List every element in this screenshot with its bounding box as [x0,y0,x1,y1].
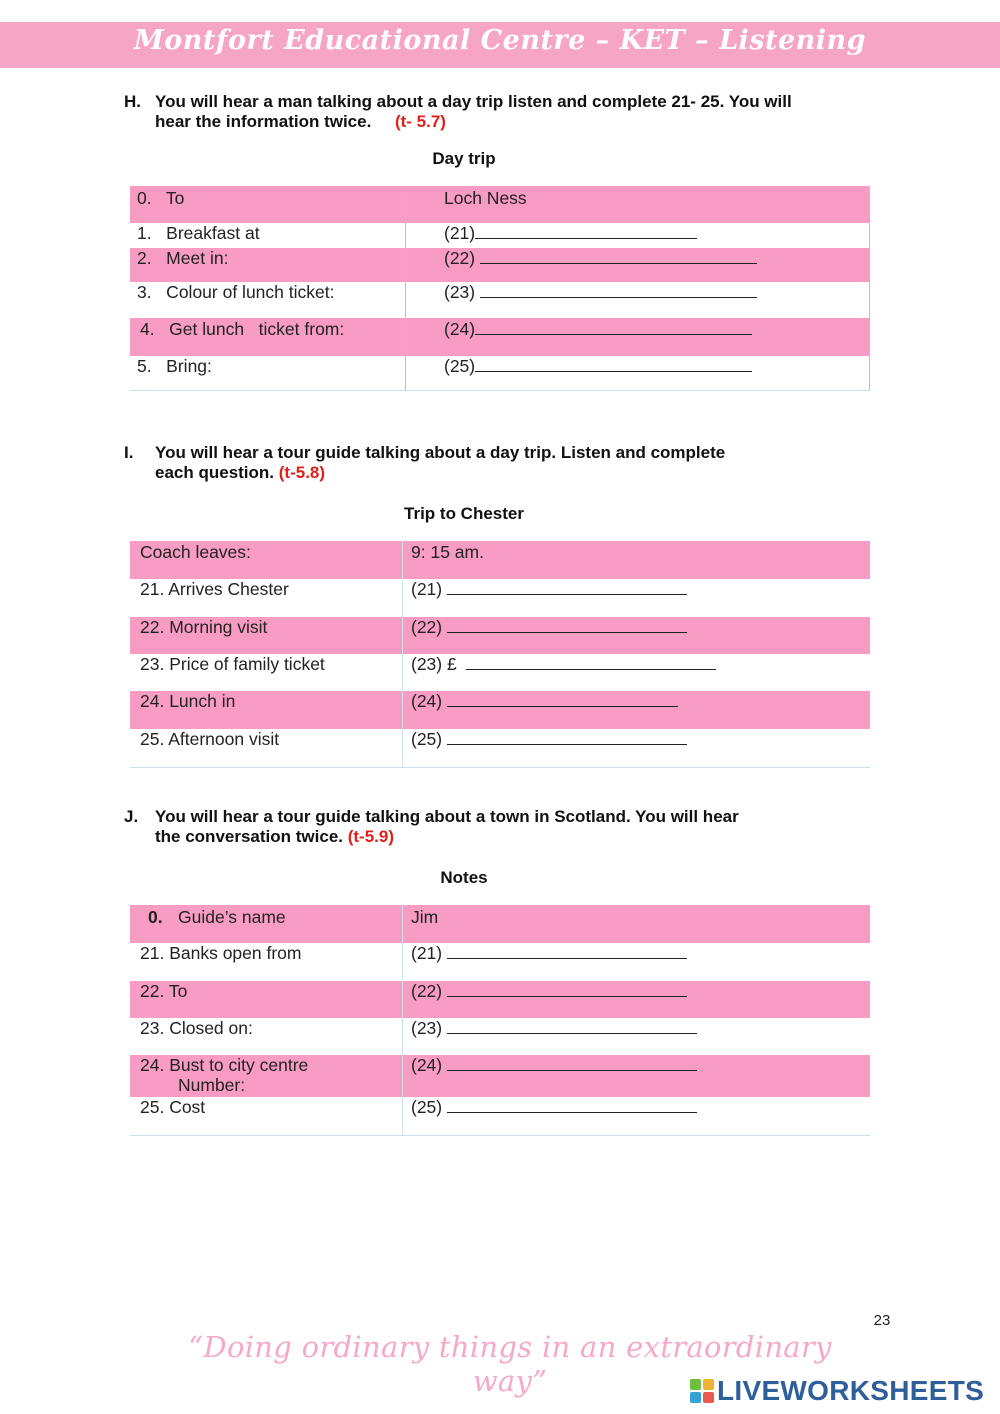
table-row [130,248,870,282]
row-number: 0. [148,907,163,927]
table-row [130,1097,870,1135]
table-row [130,943,870,981]
row-label: 23. Closed on: [140,1018,253,1038]
answer-blank-25[interactable] [447,1098,697,1113]
answer-blank-25[interactable] [475,357,752,372]
table-row [130,1055,870,1097]
answer-blank-24[interactable] [447,692,678,707]
table-row [130,905,870,943]
answer-number: (21) [411,579,447,599]
answer-number: (22) [444,248,480,268]
answer-blank-23[interactable] [447,1019,697,1034]
trip-to-chester-table [130,541,870,767]
section-h-instructions [124,92,874,132]
liveworksheets-logo[interactable] [690,1376,990,1406]
answer-number: (22) [411,617,447,637]
row-label: 4. Get lunch ticket from: [140,319,345,339]
answer-number: (23) [444,282,480,302]
instruction-line-1: You will hear a tour guide talking about a town in Scotland. You will hear [155,807,739,826]
table-bottom-border [130,390,870,391]
table-row [130,691,870,729]
liveworksheets-brand: LIVEWORKSHEETS [717,1375,985,1406]
column-divider [405,186,406,390]
instruction-line-1: You will hear a tour guide talking about a day trip. Listen and complete [155,443,726,462]
answer-number: (24) [411,691,447,711]
row-label: 3. Colour of lunch ticket: [137,282,335,302]
answer-blank-23[interactable] [480,283,757,298]
track-reference: (t-5.8) [278,463,326,482]
answer-number: (25) [444,356,476,376]
day-trip-table [130,186,870,390]
table-row [130,186,870,223]
table-row [130,729,870,767]
motto: “Doing ordinary things in an extraordinary way” [188,1330,832,1398]
answer-blank-22[interactable] [447,982,687,997]
row-label: 22. To [140,981,188,1001]
table-row [130,579,870,617]
row-value: Loch Ness [444,188,527,208]
table-row [130,617,870,654]
row-value: Jim [411,907,439,927]
table-title: Trip to Chester [404,504,524,523]
answer-blank-22[interactable] [447,618,687,633]
column-divider [402,905,403,1135]
track-reference: (t- 5.7) [394,112,446,131]
answer-number: (21) [411,943,447,963]
notes-table [130,905,870,1135]
row-value: 9: 15 am. [411,542,484,562]
answer-blank-23[interactable] [466,655,716,670]
row-label: 21. Banks open from [140,943,302,963]
row-label: 1. Breakfast at [137,223,260,243]
answer-number: (25) [411,1097,447,1117]
page-number: 23 [873,1312,891,1329]
table-row [130,541,870,579]
instruction-line-1: You will hear a man talking about a day trip listen and complete 21- 25. You will [155,92,792,111]
answer-number: (24) [411,1055,447,1075]
table-row [130,1018,870,1055]
table-row [130,282,870,318]
instruction-line-2: each question. [155,463,275,482]
answer-blank-24[interactable] [447,1056,697,1071]
table-row [130,356,870,390]
section-i-instructions [124,443,822,483]
answer-number: (25) [411,729,447,749]
row-label-line-2: Number: [178,1075,246,1095]
section-letter: H. [124,92,141,111]
row-label: 25. Afternoon visit [140,729,280,749]
row-label: Coach leaves: [140,542,251,562]
answer-blank-21[interactable] [475,224,697,239]
table-row [130,223,870,248]
column-divider [402,541,403,767]
row-label: 0. To [137,188,185,208]
section-letter: J. [124,807,139,826]
row-label: 5. Bring: [137,356,212,376]
row-label: 24. Lunch in [140,691,236,711]
answer-number: (23) £ [411,654,467,674]
answer-blank-22[interactable] [480,249,757,264]
table-row [130,654,870,691]
liveworksheets-icon [690,1379,714,1403]
section-j-instructions [124,807,822,847]
answer-blank-24[interactable] [475,320,752,335]
row-label [140,1055,308,1095]
answer-blank-21[interactable] [447,580,687,595]
header-title: Montfort Educational Centre – KET – Listening [133,25,867,56]
row-label: Guide’s name [178,907,286,927]
table-title: Notes [440,868,488,887]
row-label: 25. Cost [140,1097,206,1117]
row-label: 22. Morning visit [140,617,268,637]
answer-number: (24) [444,319,476,339]
row-label-line-1: 24. Bust to city centre [140,1055,309,1075]
answer-number: (23) [411,1018,447,1038]
table-row [130,318,870,356]
answer-blank-25[interactable] [447,730,687,745]
instruction-line-2: the conversation twice. [155,827,343,846]
table-title: Day trip [432,149,496,168]
table-right-border [869,186,870,390]
row-label: 23. Price of family ticket [140,654,325,674]
answer-number: (22) [411,981,447,1001]
answer-number: (21) [444,223,476,243]
table-bottom-border [130,1135,870,1136]
instruction-line-2: hear the information twice. [155,112,372,131]
section-letter: I. [124,443,134,462]
row-label: 2. Meet in: [137,248,229,268]
row-label: 21. Arrives Chester [140,579,289,599]
table-bottom-border [130,767,870,768]
track-reference: (t-5.9) [347,827,395,846]
answer-blank-21[interactable] [447,944,687,959]
table-row [130,981,870,1018]
